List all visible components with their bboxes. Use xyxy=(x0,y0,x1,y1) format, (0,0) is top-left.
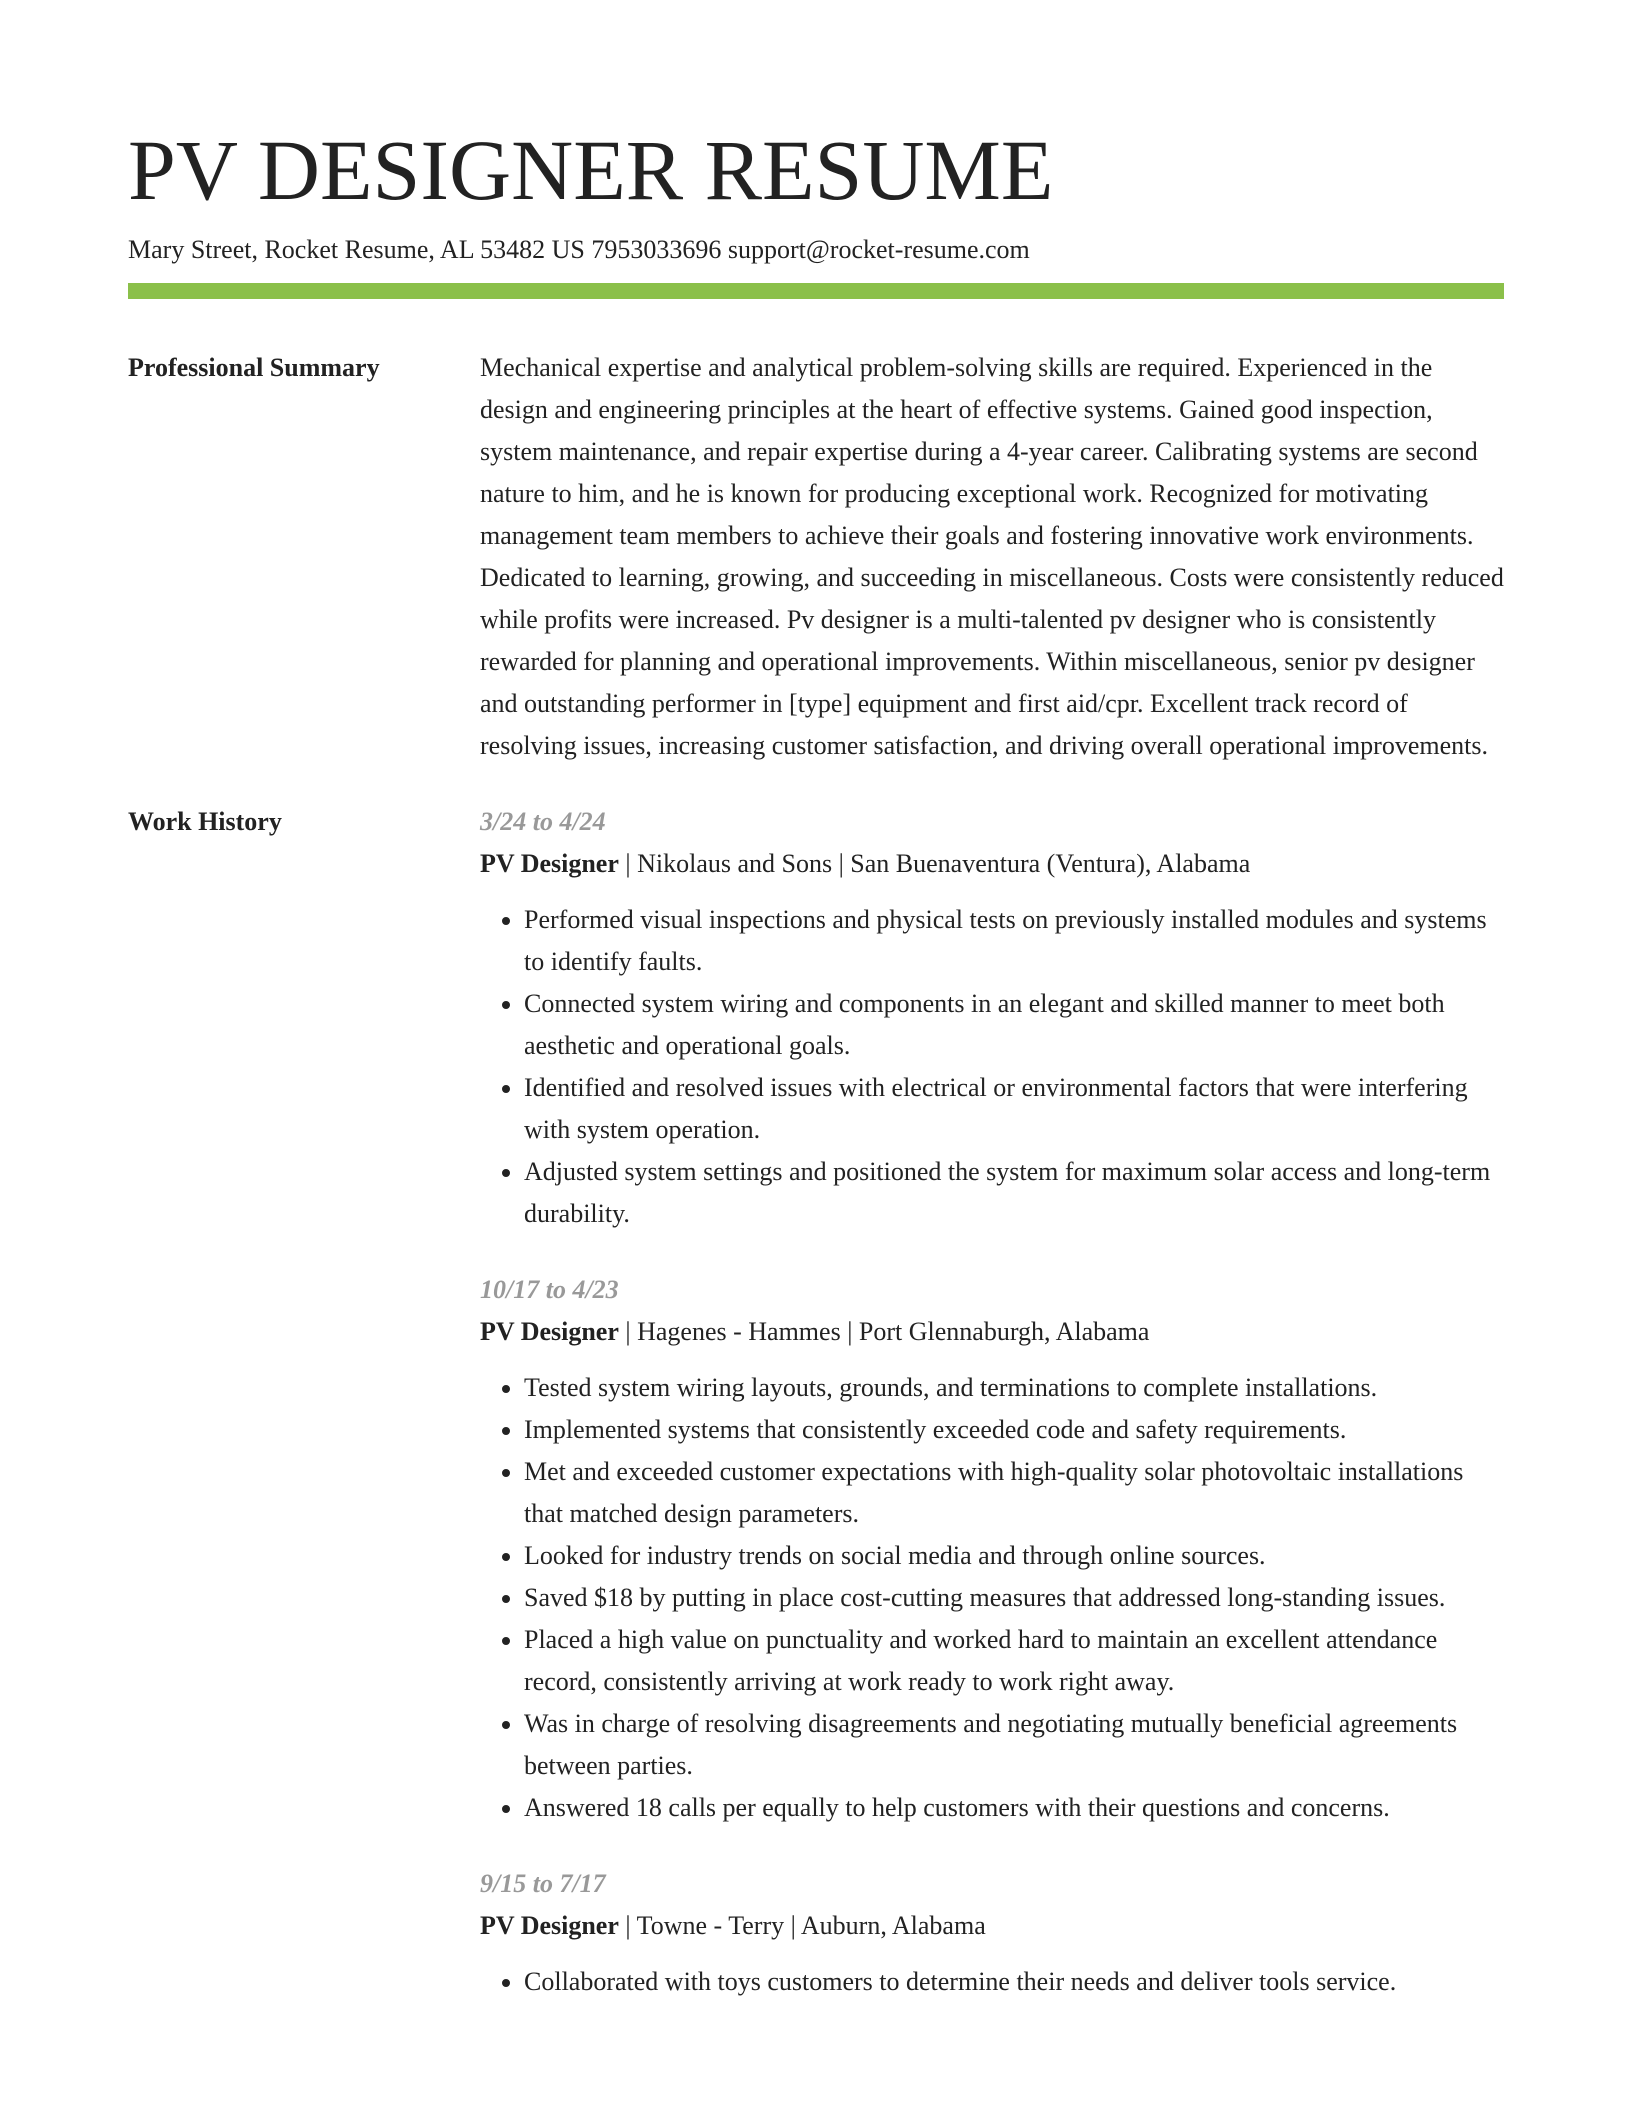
job-entry xyxy=(480,801,1504,1235)
job-details: | Hagenes - Hammes | Port Glennaburgh, Alabama xyxy=(618,1317,1150,1346)
list-item: • Identified and resolved issues with electrical or environmental factors that were interfering with system operation. xyxy=(524,1067,1504,1151)
job-bullets xyxy=(480,899,1504,1235)
job-details: | Towne - Terry | Auburn, Alabama xyxy=(618,1911,986,1940)
job-entry xyxy=(480,1269,1504,1829)
job-heading xyxy=(480,1311,1504,1353)
list-item: • Performed visual inspections and physical tests on previously installed modules and systems to identify faults. xyxy=(524,899,1504,983)
job-role: PV Designer xyxy=(480,1911,619,1940)
resume-page xyxy=(128,118,1504,2037)
summary-label: Professional Summary xyxy=(128,353,380,382)
job-role: PV Designer xyxy=(480,849,619,878)
job-heading xyxy=(480,843,1504,885)
job-dates: 9/15 to 7/17 xyxy=(480,1869,606,1898)
resume-title: PV DESIGNER RESUME xyxy=(128,122,1054,218)
list-item: • Answered 18 calls per equally to help customers with their questions and concerns. xyxy=(524,1787,1504,1829)
work-history-label: Work History xyxy=(128,807,282,836)
contact-line: Mary Street, Rocket Resume, AL 53482 US 7953033696 support@rocket-resume.com xyxy=(128,235,1030,264)
list-item: • Placed a high value on punctuality and worked hard to maintain an excellent attendance record, consistently arriving at work ready to work right away. xyxy=(524,1619,1504,1703)
list-item: • Saved $18 by putting in place cost-cutting measures that addressed long-standing issues. xyxy=(524,1577,1504,1619)
job-heading xyxy=(480,1905,1504,1947)
list-item: • Tested system wiring layouts, grounds, and terminations to complete installations. xyxy=(524,1367,1504,1409)
job-details: | Nikolaus and Sons | San Buenaventura (Ventura), Alabama xyxy=(618,849,1251,878)
list-item: • Collaborated with toys customers to determine their needs and deliver tools service. xyxy=(524,1961,1504,2003)
job-bullets xyxy=(480,1367,1504,1829)
list-item: • Implemented systems that consistently exceeded code and safety requirements. xyxy=(524,1409,1504,1451)
list-item: • Was in charge of resolving disagreements and negotiating mutually beneficial agreements between parties. xyxy=(524,1703,1504,1787)
list-item: • Adjusted system settings and positioned the system for maximum solar access and long-term durability. xyxy=(524,1151,1504,1235)
job-bullets xyxy=(480,1961,1504,2003)
list-item: • Looked for industry trends on social media and through online sources. xyxy=(524,1535,1504,1577)
summary-text: Mechanical expertise and analytical problem-solving skills are required. Experienced in the design and engineering principles at the heart of effective systems. Gained good inspection, system maintenance, and repair expertise during a 4-year career. Calibrating systems are second nature to him, and he is known for producing exceptional work. Recognized for motivating management team members to achieve their goals and fostering innovative work environments. Dedicated to learning, growing, and succeeding in miscellaneous. Costs were consistently reduced while profits were increased. Pv designer is a multi-talented pv designer who is consistently rewarded for planning and operational improvements. Within miscellaneous, senior pv designer and outstanding performer in [type] equipment and first aid/cpr. Excellent track record of resolving issues, increasing customer satisfaction, and driving overall operational improvements. xyxy=(480,353,1504,760)
job-entry xyxy=(480,1863,1504,2003)
job-dates: 3/24 to 4/24 xyxy=(480,807,606,836)
work-history-section xyxy=(128,801,1504,2037)
summary-section xyxy=(128,347,1504,767)
job-dates: 10/17 to 4/23 xyxy=(480,1275,619,1304)
list-item: • Met and exceeded customer expectations with high-quality solar photovoltaic installations that matched design parameters. xyxy=(524,1451,1504,1535)
accent-divider xyxy=(128,283,1504,299)
job-role: PV Designer xyxy=(480,1317,619,1346)
list-item: • Connected system wiring and components in an elegant and skilled manner to meet both aesthetic and operational goals. xyxy=(524,983,1504,1067)
